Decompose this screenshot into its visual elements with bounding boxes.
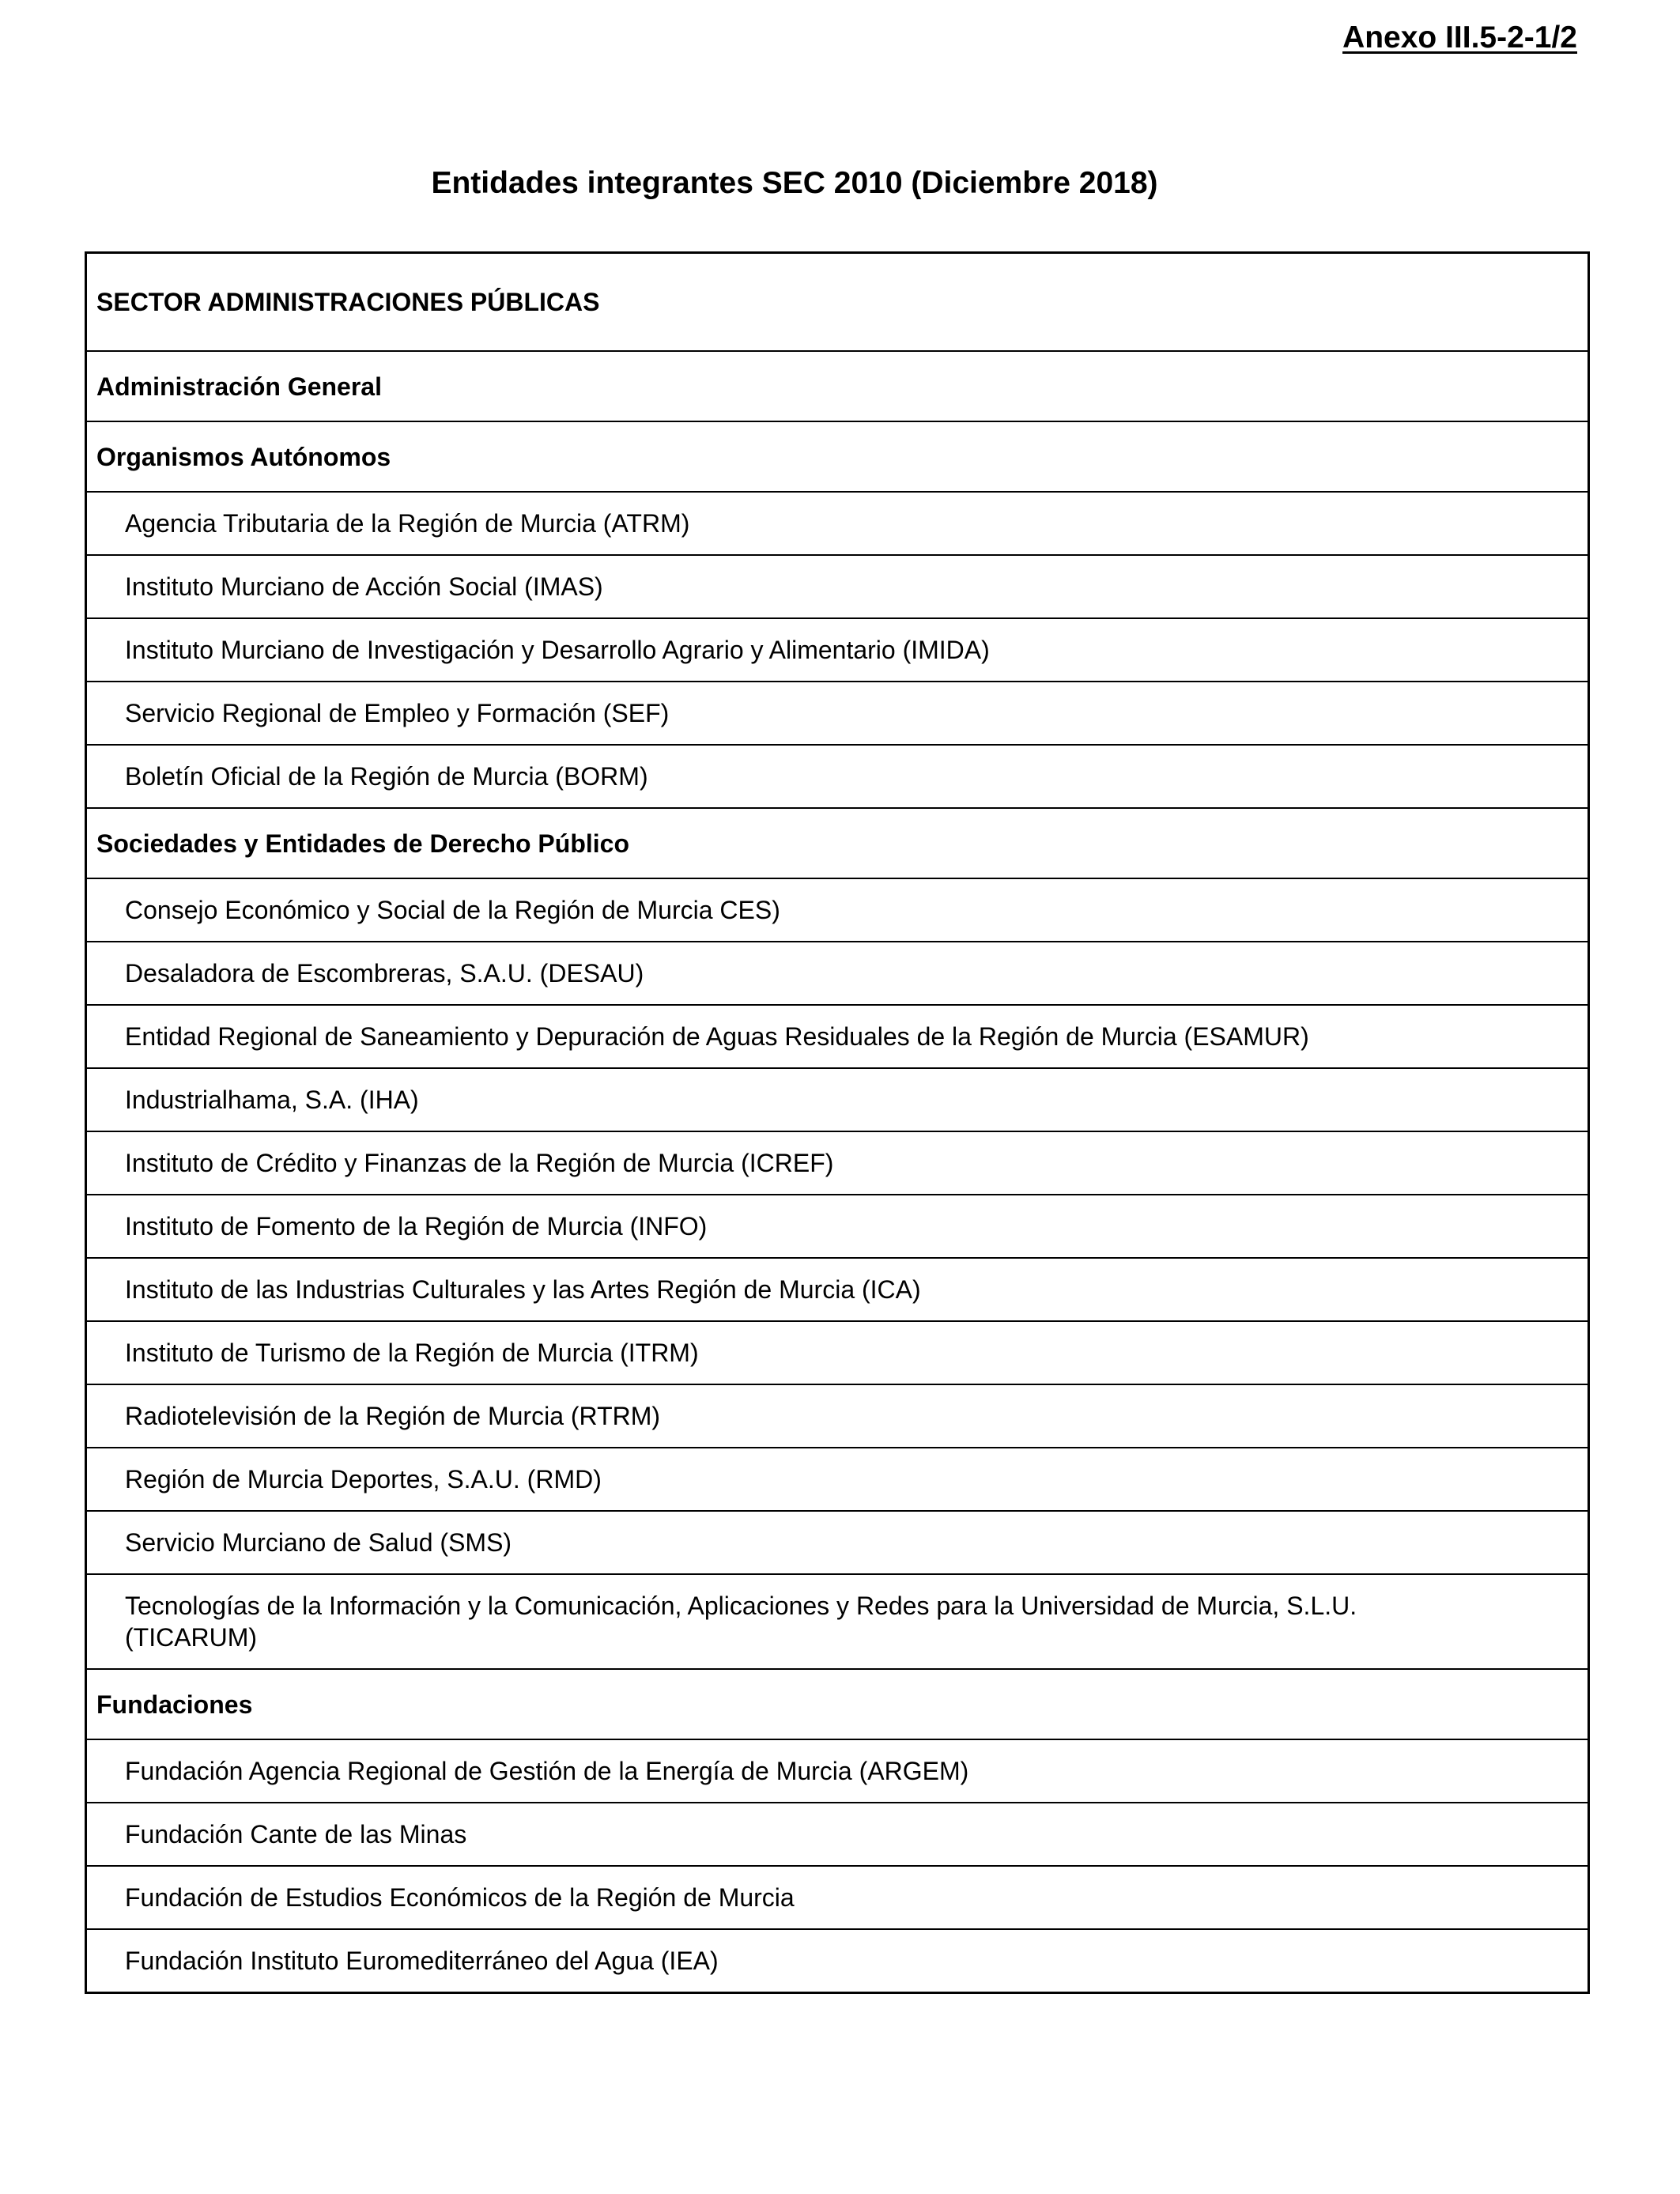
entity-name: Consejo Económico y Social de la Región de Murcia CES)	[125, 896, 780, 924]
entity-name: Servicio Murciano de Salud (SMS)	[125, 1528, 512, 1557]
section-heading-fundaciones: Fundaciones	[96, 1690, 253, 1719]
entities-table	[85, 251, 1590, 1994]
section-row-sociedades	[87, 807, 1588, 878]
section-row-administracion-general	[87, 350, 1588, 421]
entity-name: Instituto Murciano de Investigación y Desarrollo Agrario y Alimentario (IMIDA)	[125, 636, 990, 664]
sector-heading: SECTOR ADMINISTRACIONES PÚBLICAS	[96, 288, 600, 316]
entity-name: Boletín Oficial de la Región de Murcia (BORM)	[125, 762, 648, 791]
entity-name: Instituto de Crédito y Finanzas de la Región de Murcia (ICREF)	[125, 1149, 834, 1177]
table-row	[87, 1510, 1588, 1573]
entity-name: Radiotelevisión de la Región de Murcia (RTRM)	[125, 1402, 661, 1430]
table-row	[87, 1928, 1588, 1992]
sector-heading-row	[87, 254, 1588, 350]
entity-name: Fundación de Estudios Económicos de la Región de Murcia	[125, 1883, 795, 1912]
entity-name: Región de Murcia Deportes, S.A.U. (RMD)	[125, 1465, 602, 1494]
table-row	[87, 1320, 1588, 1384]
table-row	[87, 1257, 1588, 1320]
entity-name: Instituto de las Industrias Culturales y las Artes Región de Murcia (ICA)	[125, 1275, 921, 1304]
entity-name: Desaladora de Escombreras, S.A.U. (DESAU)	[125, 959, 644, 987]
table-row	[87, 1802, 1588, 1865]
table-row	[87, 941, 1588, 1004]
entity-name: Instituto de Turismo de la Región de Murcia (ITRM)	[125, 1339, 699, 1367]
table-row	[87, 681, 1588, 744]
section-heading-sociedades: Sociedades y Entidades de Derecho Público	[96, 829, 629, 858]
entity-name: Agencia Tributaria de la Región de Murcia (ATRM)	[125, 509, 690, 538]
section-heading-organismos-autonomos: Organismos Autónomos	[96, 442, 391, 471]
entity-name: Industrialhama, S.A. (IHA)	[125, 1086, 419, 1114]
entity-name: Fundación Instituto Euromediterráneo del Agua (IEA)	[125, 1947, 719, 1975]
table-row	[87, 1067, 1588, 1131]
table-row	[87, 878, 1588, 941]
annex-label: Anexo III.5-2-1/2	[1342, 21, 1577, 55]
entity-name: Instituto de Fomento de la Región de Murcia (INFO)	[125, 1212, 708, 1240]
entity-name: Instituto Murciano de Acción Social (IMAS)	[125, 572, 603, 601]
table-row	[87, 1194, 1588, 1257]
section-row-organismos-autonomos	[87, 421, 1588, 491]
table-row	[87, 1384, 1588, 1447]
entity-name: Fundación Cante de las Minas	[125, 1820, 467, 1848]
table-row	[87, 1004, 1588, 1067]
entity-name: Tecnologías de la Información y la Comunicación, Aplicaciones y Redes para la Universidad de Murcia, S.L.U. (TICARUM)	[125, 1592, 1357, 1652]
table-row	[87, 1573, 1588, 1668]
entity-name: Fundación Agencia Regional de Gestión de la Energía de Murcia (ARGEM)	[125, 1757, 969, 1785]
table-row	[87, 1865, 1588, 1928]
table-row	[87, 1739, 1588, 1802]
document-title: Entidades integrantes SEC 2010 (Diciembre 2018)	[431, 166, 1158, 200]
table-row	[87, 554, 1588, 617]
table-row	[87, 617, 1588, 681]
section-row-fundaciones	[87, 1668, 1588, 1739]
entity-name: Servicio Regional de Empleo y Formación (SEF)	[125, 699, 670, 727]
table-row	[87, 1131, 1588, 1194]
table-row	[87, 491, 1588, 554]
entity-name: Entidad Regional de Saneamiento y Depuración de Aguas Residuales de la Región de Murcia (ESAMUR)	[125, 1022, 1309, 1051]
table-row	[87, 1447, 1588, 1510]
section-heading-administracion-general: Administración General	[96, 372, 382, 401]
table-row	[87, 744, 1588, 807]
